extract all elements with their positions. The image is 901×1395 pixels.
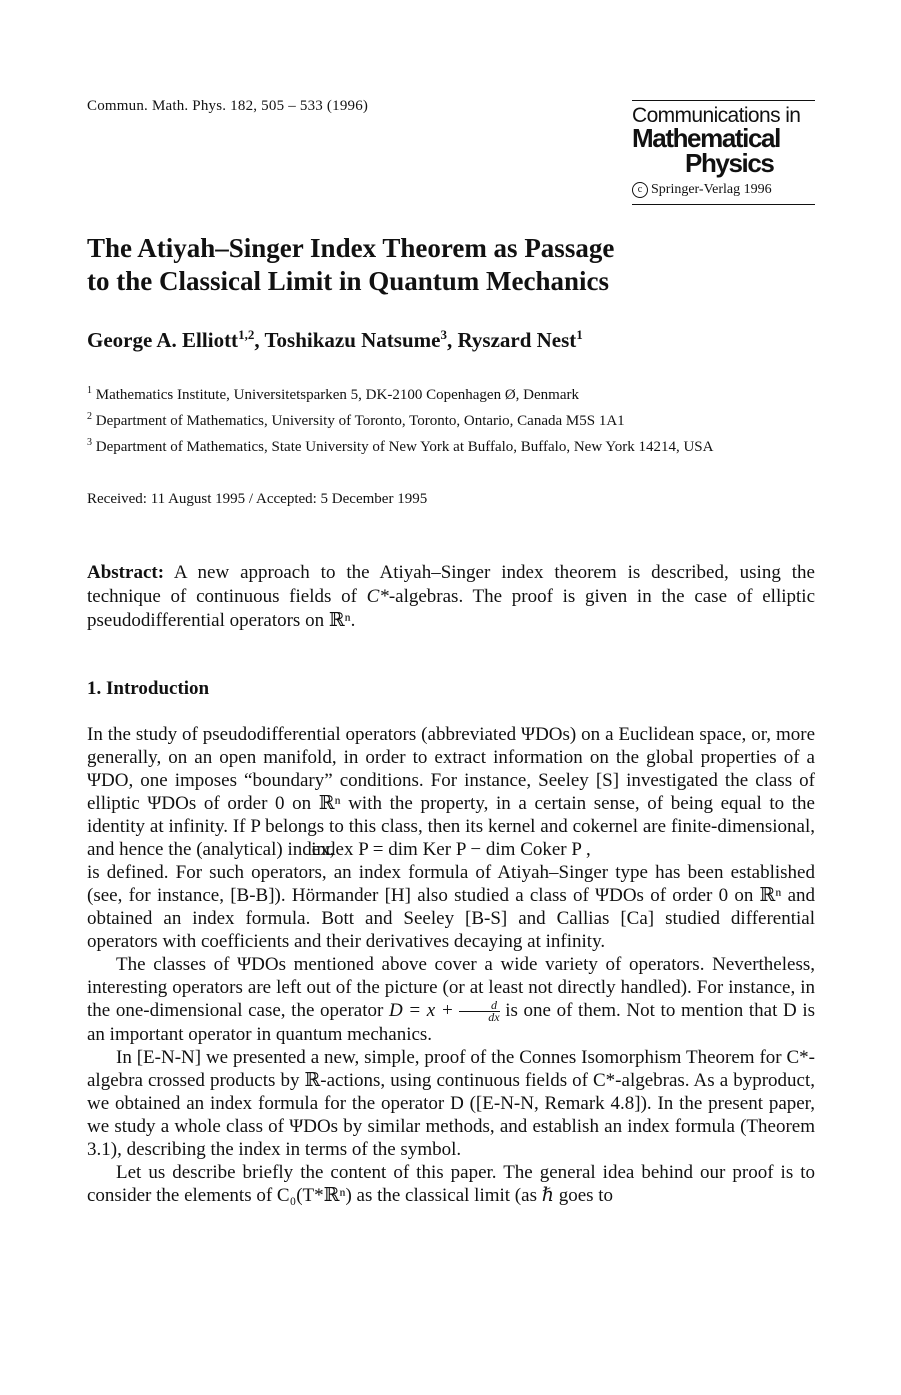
fraction-denominator: dx [488, 1010, 500, 1025]
author-separator: , [254, 328, 265, 352]
received-accepted-dates: Received: 11 August 1995 / Accepted: 5 December 1995 [87, 491, 428, 507]
author-separator: , [446, 328, 458, 352]
paragraph: Let us describe briefly the content of this paper. The general idea behind our proof is to consider the elements of C₀(T*ℝⁿ) as the classical limit (as ℏ goes to [87, 1162, 815, 1207]
affiliation-text: Department of Mathematics, State University of New York at Buffalo, Buffalo, New York 14214, USA [95, 439, 714, 455]
paper-page [87, 0, 815, 1395]
body-text [87, 723, 815, 1207]
index-formula: index P = dim Ker P − dim Coker P , [311, 839, 591, 860]
paragraph [87, 953, 815, 1046]
journal-masthead [632, 100, 815, 205]
title-line-2: to the Classical Limit in Quantum Mechanics [87, 266, 610, 296]
affiliation-number: 1 [87, 385, 92, 396]
author-3-affil: 1 [576, 327, 583, 342]
affiliation-number: 2 [87, 411, 92, 422]
abstract-text: . [350, 610, 356, 631]
abstract-math: ℝⁿ [328, 610, 351, 631]
section-heading: 1. Introduction [87, 678, 210, 699]
publisher-text: Springer-Verlag 1996 [651, 182, 772, 197]
abstract-text: -algebras. The proof is given in the case of elliptic pseudodifferential operators on [87, 586, 816, 631]
paragraph: is defined. For such operators, an index formula of Atiyah–Singer type has been established (see, for instance, [B-B]). Hörmander [H] also studied a class of ΨDOs of order 0 on ℝⁿ and obtained an index formula. Bott and Seeley [B-S] and Callias [Ca] studied differential operators with coefficients and their derivatives decaying at infinity. [87, 862, 815, 952]
affiliation-number: 3 [87, 437, 92, 448]
author-1: George A. Elliott [87, 328, 239, 352]
author-list [87, 327, 583, 353]
paper-title [87, 232, 815, 298]
derivative-fraction [459, 1000, 499, 1023]
author-2: Toshikazu Natsume [264, 328, 441, 352]
paragraph-text: is one of them. Not to mention that D is an important operator in quantum mechanics. [87, 1000, 816, 1046]
author-2-affil: 3 [440, 327, 447, 342]
fraction-numerator: d [459, 1000, 499, 1012]
affiliations [87, 380, 815, 458]
paragraph: In the study of pseudodifferential operators (abbreviated ΨDOs) on a Euclidean space, or, more generally, on an open manifold, in order to extract information on the global properties of a ΨDO, one imposes “boundary” conditions. For instance, Seeley [S] investigated the class of elliptic ΨDOs of order 0 on ℝⁿ with the property, in a certain sense, of being equal to the identity at infinity. If P belongs to this class, then its kernel and cokernel are finite-dimensional, and hence the (analytical) index, [87, 724, 815, 860]
paragraph-text: The classes of ΨDOs mentioned above cover a wide variety of operators. Nevertheless, interesting operators are left out of the picture (or at least not directly handled). For instance, in the one-dimensional case, the operator [87, 954, 815, 1021]
affiliation-text: Department of Mathematics, University of Toronto, Toronto, Ontario, Canada M5S 1A1 [95, 413, 625, 429]
journal-name-line1: Communications in [632, 104, 801, 127]
journal-name-line3: Physics [685, 148, 774, 178]
copyright-line [632, 182, 815, 204]
affiliation-text: Mathematics Institute, Universitetsparken 5, DK-2100 Copenhagen Ø, Denmark [95, 387, 579, 403]
journal-citation: Commun. Math. Phys. 182, 505 – 533 (1996) [87, 98, 369, 114]
abstract-math: C* [366, 586, 389, 607]
inline-formula: D = x + [388, 1000, 460, 1021]
masthead-top-rule [632, 100, 815, 101]
abstract-text: A new approach to the Atiyah–Singer index theorem is described, using the technique of continuous fields of [87, 562, 815, 607]
masthead-bottom-rule [632, 204, 815, 205]
title-line-1: The Atiyah–Singer Index Theorem as Passage [87, 233, 615, 263]
journal-name-line2: Mathematical [632, 123, 780, 153]
author-3: Ryszard Nest [457, 328, 577, 352]
author-1-affil: 1,2 [238, 327, 255, 342]
abstract-label: Abstract: [87, 562, 165, 583]
copyright-icon: c [632, 182, 648, 198]
abstract [87, 561, 815, 633]
affiliation-item [87, 432, 815, 458]
affiliation-item [87, 406, 815, 432]
paragraph: In [E-N-N] we presented a new, simple, proof of the Connes Isomorphism Theorem for C*-algebra crossed products by ℝ-actions, using continuous fields of C*-algebras. As a byproduct, we obtained an index formula for the operator D ([E-N-N, Remark 4.8]). In the present paper, we study a whole class of ΨDOs by similar methods, and establish an index formula (Theorem 3.1), describing the index in terms of the symbol. [87, 1047, 815, 1161]
affiliation-item [87, 380, 815, 406]
